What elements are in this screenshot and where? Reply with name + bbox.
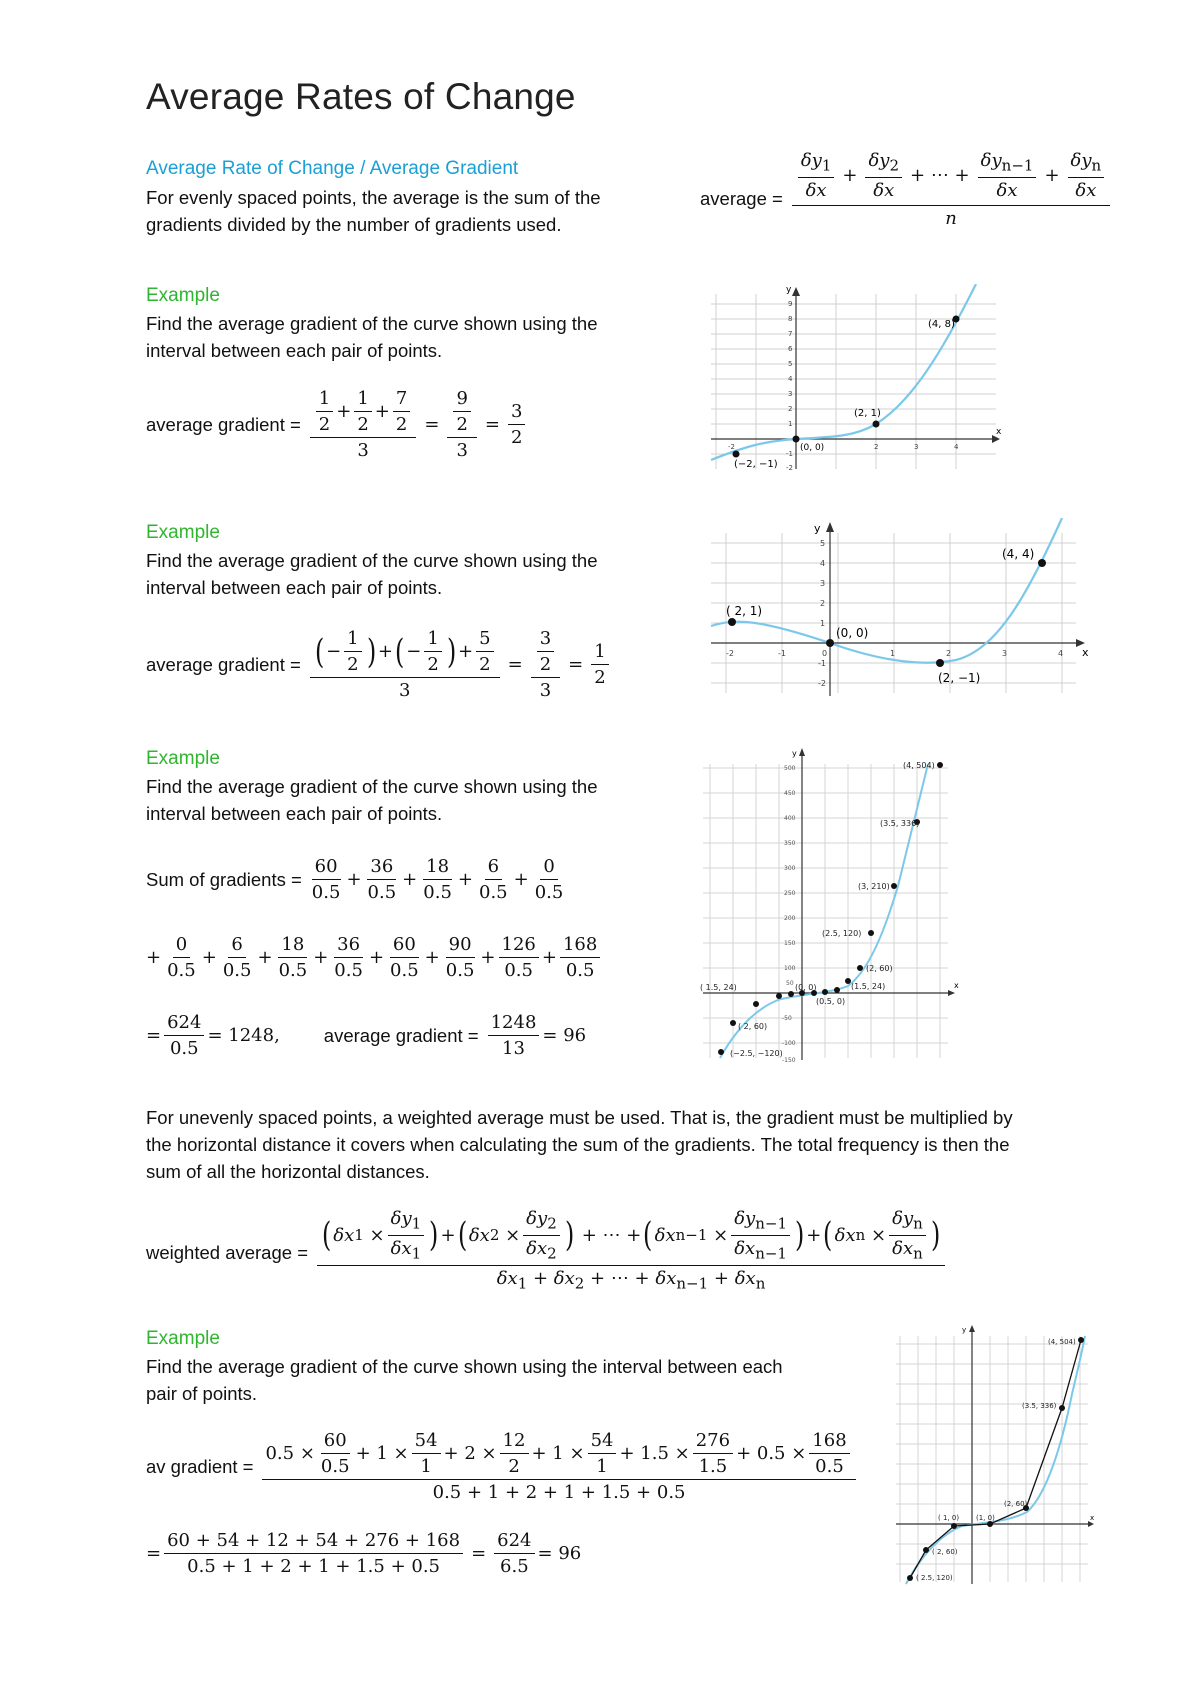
y-label: y — [792, 749, 797, 758]
point — [730, 1020, 736, 1026]
average-fraction: $\frac{\delta y_1}{\delta x}$ + $\frac{\delta y_2}{\delta x}$ + ⋯ + $\frac{\delta y_{n-1}}{\delta x}$ + $\frac{\delta y_n}{\delta x}$ n — [792, 150, 1110, 229]
y-tick: 3 — [788, 390, 793, 398]
y-label: y — [962, 1326, 967, 1334]
average-n: n — [945, 207, 957, 229]
point — [936, 659, 944, 667]
point-label: (0, 0) — [800, 443, 825, 453]
point — [728, 618, 736, 626]
example-4-heading: Example — [146, 1328, 220, 1349]
point-label: (3, 210) — [858, 882, 890, 891]
point-label: (0, 0) — [795, 983, 817, 992]
example-4-den2: 0.5 + 1 + 2 + 1 + 1.5 + 0.5 — [187, 1556, 441, 1577]
example-4-num2: 60 + 54 + 12 + 54 + 276 + 168 — [164, 1530, 463, 1554]
point — [834, 987, 840, 993]
example-4-formula-2: = $\frac{60 + 54 + 12 + 54 + 276 + 168}{0.5 + 1 + 2 + 1 + 1.5 + 0.5}$ = $\frac{624}{6.5}$ = 96 — [146, 1530, 582, 1577]
point — [776, 993, 782, 999]
example-2-formula: average gradient = ( − $\frac{1}{2}$ ) + ( − $\frac{1}{2}$ ) + $\frac{5}{2}$ 3 = $\frac{\frac{3}{2}}{3}$ = $\frac{1}{2}$ — [146, 628, 612, 701]
y-tick: 150 — [784, 940, 796, 947]
y-tick: -1 — [818, 659, 826, 668]
point — [907, 1575, 913, 1581]
example-4-line-2: pair of points. — [146, 1383, 258, 1404]
y-tick: 2 — [820, 599, 826, 608]
example-3-heading: Example — [146, 748, 220, 769]
point — [868, 930, 874, 936]
point-label: ( 2, 1) — [726, 604, 763, 618]
point — [873, 421, 880, 428]
point — [793, 436, 800, 443]
uneven-line-1: For unevenly spaced points, a weighted average must be used. That is, the gradient must be multiplied by — [146, 1107, 1013, 1128]
curve — [906, 1336, 1085, 1584]
y-tick: 2 — [788, 405, 793, 413]
point-label: (3.5, 336) — [880, 819, 920, 828]
example-4-result: = 96 — [537, 1543, 582, 1564]
point — [733, 451, 740, 458]
intro-line-1: For evenly spaced points, the average is the sum of the — [146, 187, 601, 208]
x-tick: -2 — [726, 649, 734, 658]
example-4-formula-1: av gradient = 0.5 × $\frac{60}{0.5}$ + 1 × $\frac{54}{1}$ + 2 × $\frac{12}{2}$ + 1 × $\frac{54}{1}$ + 1.5 × $\frac{276}{1.5}$ + 0.5 × $\frac{168}{0.5}$ 0.5 + 1 + 2 + 1 + 1.5 + 0.5 — [146, 1430, 859, 1503]
point — [822, 989, 828, 995]
point-label: (2, 1) — [854, 408, 881, 419]
y-tick: 7 — [788, 330, 793, 338]
avg-result: = 96 — [542, 1025, 587, 1046]
x-tick: -1 — [778, 649, 786, 658]
section-heading: Average Rate of Change / Average Gradient — [146, 158, 519, 179]
graph-3 — [698, 746, 962, 1064]
x-axis-arrow-icon — [948, 990, 955, 996]
y-tick: -50 — [782, 1015, 792, 1022]
example-4-denominator: 0.5 + 1 + 2 + 1 + 1.5 + 0.5 — [432, 1482, 686, 1503]
graph-2 — [706, 518, 1094, 698]
y-tick: 400 — [784, 815, 796, 822]
x-label: x — [954, 981, 959, 990]
point-label: (4, 504) — [903, 761, 935, 770]
uneven-line-2: the horizontal distance it covers when calculating the sum of the gradients. The total frequency is then the — [146, 1134, 1010, 1155]
y-label: y — [814, 522, 821, 535]
x-label: x — [1090, 1514, 1095, 1522]
curve — [711, 518, 1062, 663]
y-tick: -1 — [786, 450, 793, 458]
sum-label: Sum of gradients = — [146, 869, 302, 890]
x-tick: 1 — [890, 649, 896, 658]
point-label: (2.5, 120) — [822, 929, 862, 938]
point-label: ( 1.5, 24) — [700, 983, 737, 992]
example-4-line-1: Find the average gradient of the curve shown using the interval between each — [146, 1356, 783, 1377]
example-2-line-1: Find the average gradient of the curve shown using the — [146, 550, 598, 571]
page-title: Average Rates of Change — [146, 76, 576, 117]
point-label: (4, 4) — [1002, 547, 1035, 561]
point — [891, 883, 897, 889]
point — [1038, 559, 1046, 567]
point-label: (4, 504) — [1048, 1338, 1076, 1346]
point-label: (4, 8) — [928, 319, 955, 330]
point — [857, 965, 863, 971]
point-label: ( 2, 60) — [738, 1022, 768, 1031]
curve — [711, 284, 976, 460]
sum-of-gradients-row-2: + $\frac{0}{0.5}$ + $\frac{6}{0.5}$ + $\frac{18}{0.5}$ + $\frac{36}{0.5}$ + $\frac{60}{0.5}$ + $\frac{90}{0.5}$ + $\frac{126}{0.5}$ + $\frac{168}{0.5}$ — [146, 934, 603, 981]
intro-line-2: gradients divided by the number of gradients used. — [146, 214, 562, 235]
uneven-line-3: sum of all the horizontal distances. — [146, 1161, 430, 1182]
curve — [720, 764, 928, 1058]
sum-result: = 1248, — [207, 1025, 280, 1046]
x-tick: 3 — [914, 443, 919, 451]
y-tick: 8 — [788, 315, 793, 323]
y-tick: 6 — [788, 345, 793, 353]
example-1-heading: Example — [146, 285, 220, 306]
x-tick: 3 — [1002, 649, 1008, 658]
point-label: (−2.5, −120) — [730, 1049, 783, 1058]
y-tick: 5 — [820, 539, 826, 548]
y-tick: 4 — [788, 375, 793, 383]
example-3-line-1: Find the average gradient of the curve shown using the — [146, 776, 598, 797]
y-axis-arrow-icon — [792, 287, 800, 296]
point-label: (1, 0) — [976, 1514, 995, 1522]
x-label: x — [996, 427, 1002, 437]
point-label: (2, 60) — [1004, 1500, 1028, 1508]
graph-4 — [892, 1324, 1096, 1586]
example-2-line-2: interval between each pair of points. — [146, 577, 443, 598]
point-label: (−2, −1) — [734, 459, 778, 470]
x-tick: 4 — [954, 443, 959, 451]
y-axis-arrow-icon — [799, 748, 805, 756]
point-label: (0.5, 0) — [816, 997, 846, 1006]
y-tick: -2 — [786, 464, 793, 472]
point-label: ( 2.5, 120) — [916, 1574, 953, 1582]
example-2-label: average gradient = — [146, 654, 301, 675]
average-formula — [700, 150, 1113, 229]
example-1-label: average gradient = — [146, 414, 301, 435]
sum-of-gradients-row-1: Sum of gradients = $\frac{60}{0.5}$ + $\frac{36}{0.5}$ + $\frac{18}{0.5}$ + $\frac{6}{0.5}$ + $\frac{0}{0.5}$ — [146, 856, 564, 903]
example-1-formula: average gradient = $\frac{1}{2}$ + $\frac{1}{2}$ + $\frac{7}{2}$ 3 = $\frac{\frac{9}{2}}{3}$ = $\frac{3}{2}$ — [146, 388, 528, 461]
example-4-label: av gradient = — [146, 1456, 254, 1477]
y-tick: -100 — [782, 1040, 796, 1047]
x-tick: 2 — [874, 443, 879, 451]
y-tick: -150 — [782, 1057, 796, 1064]
point-label: (1.5, 24) — [851, 982, 886, 991]
y-axis-arrow-icon — [826, 522, 834, 532]
x-tick: 0 — [822, 649, 828, 658]
point-label: (2, 60) — [866, 964, 893, 973]
point-label: ( 1, 0) — [938, 1514, 960, 1522]
sum-of-gradients-row-3: = $\frac{624}{0.5}$ = 1248, average gradient = $\frac{1248}{13}$ = 96 — [146, 1012, 587, 1059]
point-label: (3.5, 336) — [1022, 1402, 1057, 1410]
example-4-frac-den: 6.5 — [500, 1556, 529, 1577]
point — [788, 991, 794, 997]
point — [923, 1547, 929, 1553]
y-tick: 100 — [784, 965, 796, 972]
x-tick: 2 — [946, 649, 952, 658]
x-label: x — [1082, 646, 1089, 659]
point — [951, 1523, 957, 1529]
point — [718, 1049, 724, 1055]
example-2-heading: Example — [146, 522, 220, 543]
y-tick: 450 — [784, 790, 796, 797]
weighted-average-label: weighted average = — [146, 1241, 308, 1263]
y-tick: 3 — [820, 579, 826, 588]
weighted-average-formula: weighted average = ( δx 1 × $\frac{\delta y_1}{\delta x_1}$ ) + ( δx 2 × $\frac{\delta y_2}{\delta x_2}$ ) + ⋯ + ( δx n−1 × $\frac{\delta y_{n-1}}{\delta x_{n-1}}$ ) + ( δx n × $\frac{\delta y_n}{\delta x_n}$ ) $\delta x_1 + \delta x_2$ + ⋯ + $\delta x_{n-1} + \delta x_n$ — [146, 1208, 948, 1293]
x-tick: -2 — [728, 443, 735, 451]
y-tick: 250 — [784, 890, 796, 897]
y-axis-arrow-icon — [969, 1325, 975, 1332]
example-1-line-2: interval between each pair of points. — [146, 340, 443, 361]
y-tick: 350 — [784, 840, 796, 847]
y-tick: 4 — [820, 559, 826, 568]
y-tick: 500 — [784, 765, 796, 772]
example-3-line-2: interval between each pair of points. — [146, 803, 443, 824]
y-tick: -2 — [818, 679, 826, 688]
example-1-line-1: Find the average gradient of the curve shown using the — [146, 313, 598, 334]
point-label: (0, 0) — [836, 626, 869, 640]
y-tick: 200 — [784, 915, 796, 922]
example-4-frac-num: 624 — [494, 1530, 534, 1554]
y-tick: 9 — [788, 300, 793, 308]
point — [1078, 1337, 1084, 1343]
point — [826, 639, 834, 647]
y-tick: 1 — [788, 420, 793, 428]
point-label: ( 2, 60) — [932, 1548, 958, 1556]
y-label: y — [786, 285, 792, 295]
graph-1 — [706, 284, 1002, 474]
y-tick: 300 — [784, 865, 796, 872]
point — [937, 762, 943, 768]
y-tick: 50 — [786, 980, 794, 987]
point — [753, 1001, 759, 1007]
avg-label: average gradient = — [323, 1025, 479, 1046]
average-label: average = — [700, 187, 783, 209]
point — [1059, 1405, 1065, 1411]
point-label: (2, −1) — [938, 671, 981, 685]
y-tick: 1 — [820, 619, 826, 628]
y-tick: 5 — [788, 360, 793, 368]
x-tick: 4 — [1058, 649, 1064, 658]
